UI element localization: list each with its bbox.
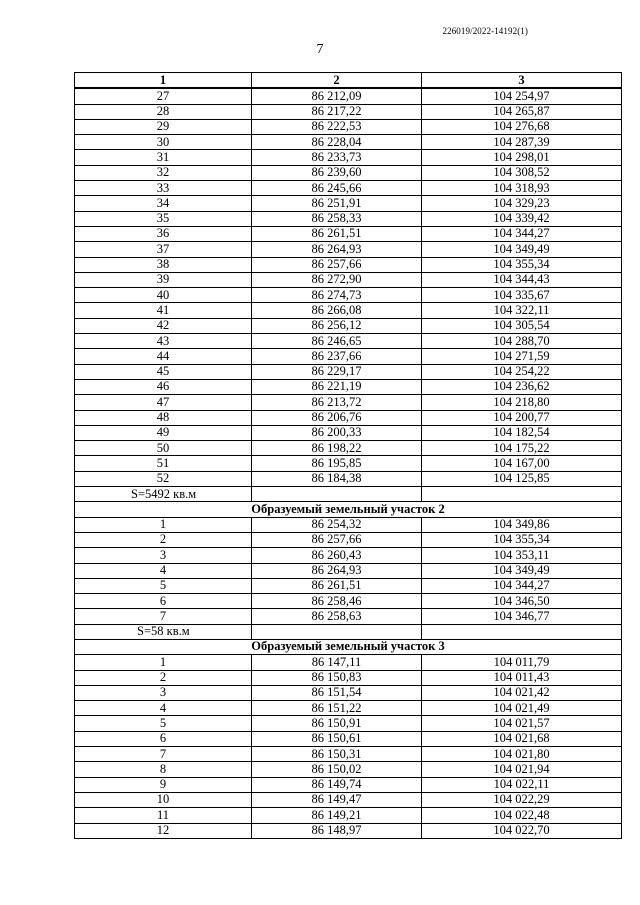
table-row xyxy=(75,165,622,180)
section-title: Образуемый земельный участок 3 xyxy=(75,639,622,654)
x-coordinate-cell: 86 261,51 xyxy=(252,578,422,593)
y-coordinate-cell: 104 022,29 xyxy=(422,792,622,807)
x-coordinate-cell: 86 264,93 xyxy=(252,563,422,578)
table-row xyxy=(75,349,622,364)
y-coordinate-cell: 104 265,87 xyxy=(422,104,622,119)
area-row xyxy=(75,624,622,639)
point-number-cell: 46 xyxy=(75,379,252,394)
table-row xyxy=(75,441,622,456)
table-row xyxy=(75,135,622,150)
y-coordinate-cell: 104 021,49 xyxy=(422,701,622,716)
x-coordinate-cell: 86 257,66 xyxy=(252,257,422,272)
point-number-cell: 7 xyxy=(75,609,252,624)
x-coordinate-cell: 86 198,22 xyxy=(252,441,422,456)
point-number-cell: 48 xyxy=(75,410,252,425)
point-number-cell: 50 xyxy=(75,441,252,456)
table-row xyxy=(75,104,622,119)
point-number-cell: 52 xyxy=(75,471,252,486)
point-number-cell: 30 xyxy=(75,135,252,150)
empty-cell xyxy=(252,487,422,502)
point-number-cell: 49 xyxy=(75,425,252,440)
point-number-cell: 6 xyxy=(75,594,252,609)
table-row xyxy=(75,379,622,394)
point-number-cell: 2 xyxy=(75,532,252,547)
y-coordinate-cell: 104 021,68 xyxy=(422,731,622,746)
y-coordinate-cell: 104 344,27 xyxy=(422,226,622,241)
section-title: Образуемый земельный участок 2 xyxy=(75,502,622,517)
point-number-cell: 6 xyxy=(75,731,252,746)
point-number-cell: 28 xyxy=(75,104,252,119)
point-number-cell: 45 xyxy=(75,364,252,379)
y-coordinate-cell: 104 346,50 xyxy=(422,594,622,609)
table-row xyxy=(75,747,622,762)
y-coordinate-cell: 104 022,11 xyxy=(422,777,622,792)
point-number-cell: 40 xyxy=(75,288,252,303)
point-number-cell: 44 xyxy=(75,349,252,364)
point-number-cell: 5 xyxy=(75,716,252,731)
point-number-cell: 29 xyxy=(75,119,252,134)
y-coordinate-cell: 104 329,23 xyxy=(422,196,622,211)
table-row xyxy=(75,272,622,287)
table-row xyxy=(75,288,622,303)
y-coordinate-cell: 104 305,54 xyxy=(422,318,622,333)
x-coordinate-cell: 86 274,73 xyxy=(252,288,422,303)
point-number-cell: 7 xyxy=(75,747,252,762)
table-row xyxy=(75,655,622,670)
y-coordinate-cell: 104 011,43 xyxy=(422,670,622,685)
x-coordinate-cell: 86 213,72 xyxy=(252,395,422,410)
x-coordinate-cell: 86 229,17 xyxy=(252,364,422,379)
point-number-cell: 11 xyxy=(75,808,252,823)
table-row xyxy=(75,731,622,746)
column-header-y: 3 xyxy=(422,73,622,89)
area-value: S=5492 кв.м xyxy=(75,487,252,502)
table-row xyxy=(75,395,622,410)
point-number-cell: 39 xyxy=(75,272,252,287)
x-coordinate-cell: 86 149,74 xyxy=(252,777,422,792)
table-row xyxy=(75,196,622,211)
table-row xyxy=(75,181,622,196)
x-coordinate-cell: 86 256,12 xyxy=(252,318,422,333)
table-row xyxy=(75,563,622,578)
y-coordinate-cell: 104 021,42 xyxy=(422,685,622,700)
table-row xyxy=(75,762,622,777)
x-coordinate-cell: 86 258,46 xyxy=(252,594,422,609)
table-row xyxy=(75,119,622,134)
y-coordinate-cell: 104 236,62 xyxy=(422,379,622,394)
point-number-cell: 35 xyxy=(75,211,252,226)
x-coordinate-cell: 86 217,22 xyxy=(252,104,422,119)
page-number: 7 xyxy=(316,42,324,57)
y-coordinate-cell: 104 355,34 xyxy=(422,532,622,547)
x-coordinate-cell: 86 239,60 xyxy=(252,165,422,180)
x-coordinate-cell: 86 233,73 xyxy=(252,150,422,165)
y-coordinate-cell: 104 254,97 xyxy=(422,88,622,104)
empty-cell xyxy=(422,624,622,639)
y-coordinate-cell: 104 349,49 xyxy=(422,242,622,257)
y-coordinate-cell: 104 335,67 xyxy=(422,288,622,303)
point-number-cell: 4 xyxy=(75,563,252,578)
table-body xyxy=(75,88,622,838)
y-coordinate-cell: 104 339,42 xyxy=(422,211,622,226)
x-coordinate-cell: 86 260,43 xyxy=(252,548,422,563)
x-coordinate-cell: 86 272,90 xyxy=(252,272,422,287)
table-row xyxy=(75,226,622,241)
area-value: S=58 кв.м xyxy=(75,624,252,639)
x-coordinate-cell: 86 147,11 xyxy=(252,655,422,670)
y-coordinate-cell: 104 218,80 xyxy=(422,395,622,410)
table-row xyxy=(75,823,622,838)
y-coordinate-cell: 104 254,22 xyxy=(422,364,622,379)
point-number-cell: 1 xyxy=(75,517,252,532)
table-row xyxy=(75,594,622,609)
x-coordinate-cell: 86 150,91 xyxy=(252,716,422,731)
point-number-cell: 10 xyxy=(75,792,252,807)
document-id: 226019/2022-14192(1) xyxy=(442,26,528,36)
point-number-cell: 5 xyxy=(75,578,252,593)
table-row xyxy=(75,548,622,563)
point-number-cell: 37 xyxy=(75,242,252,257)
table-row xyxy=(75,211,622,226)
table-row xyxy=(75,777,622,792)
y-coordinate-cell: 104 298,01 xyxy=(422,150,622,165)
x-coordinate-cell: 86 151,54 xyxy=(252,685,422,700)
x-coordinate-cell: 86 261,51 xyxy=(252,226,422,241)
point-number-cell: 47 xyxy=(75,395,252,410)
point-number-cell: 42 xyxy=(75,318,252,333)
x-coordinate-cell: 86 212,09 xyxy=(252,88,422,104)
x-coordinate-cell: 86 148,97 xyxy=(252,823,422,838)
x-coordinate-cell: 86 264,93 xyxy=(252,242,422,257)
point-number-cell: 27 xyxy=(75,88,252,104)
x-coordinate-cell: 86 257,66 xyxy=(252,532,422,547)
empty-cell xyxy=(422,487,622,502)
x-coordinate-cell: 86 200,33 xyxy=(252,425,422,440)
x-coordinate-cell: 86 266,08 xyxy=(252,303,422,318)
y-coordinate-cell: 104 322,11 xyxy=(422,303,622,318)
table-row xyxy=(75,150,622,165)
x-coordinate-cell: 86 221,19 xyxy=(252,379,422,394)
x-coordinate-cell: 86 150,31 xyxy=(252,747,422,762)
x-coordinate-cell: 86 150,83 xyxy=(252,670,422,685)
y-coordinate-cell: 104 308,52 xyxy=(422,165,622,180)
y-coordinate-cell: 104 276,68 xyxy=(422,119,622,134)
x-coordinate-cell: 86 149,47 xyxy=(252,792,422,807)
y-coordinate-cell: 104 349,86 xyxy=(422,517,622,532)
table-row xyxy=(75,517,622,532)
point-number-cell: 36 xyxy=(75,226,252,241)
point-number-cell: 51 xyxy=(75,456,252,471)
y-coordinate-cell: 104 346,77 xyxy=(422,609,622,624)
y-coordinate-cell: 104 288,70 xyxy=(422,334,622,349)
table-row xyxy=(75,456,622,471)
point-number-cell: 34 xyxy=(75,196,252,211)
point-number-cell: 33 xyxy=(75,181,252,196)
x-coordinate-cell: 86 222,53 xyxy=(252,119,422,134)
table-row xyxy=(75,257,622,272)
y-coordinate-cell: 104 182,54 xyxy=(422,425,622,440)
y-coordinate-cell: 104 021,80 xyxy=(422,747,622,762)
point-number-cell: 41 xyxy=(75,303,252,318)
point-number-cell: 31 xyxy=(75,150,252,165)
table-row xyxy=(75,242,622,257)
coordinates-table xyxy=(74,72,622,839)
y-coordinate-cell: 104 353,11 xyxy=(422,548,622,563)
area-row xyxy=(75,487,622,502)
table-row xyxy=(75,609,622,624)
column-header-x: 2 xyxy=(252,73,422,89)
table-row xyxy=(75,334,622,349)
table-row xyxy=(75,578,622,593)
x-coordinate-cell: 86 254,32 xyxy=(252,517,422,532)
y-coordinate-cell: 104 344,43 xyxy=(422,272,622,287)
x-coordinate-cell: 86 237,66 xyxy=(252,349,422,364)
point-number-cell: 32 xyxy=(75,165,252,180)
point-number-cell: 9 xyxy=(75,777,252,792)
y-coordinate-cell: 104 349,49 xyxy=(422,563,622,578)
x-coordinate-cell: 86 228,04 xyxy=(252,135,422,150)
y-coordinate-cell: 104 200,77 xyxy=(422,410,622,425)
y-coordinate-cell: 104 022,48 xyxy=(422,808,622,823)
table-row xyxy=(75,425,622,440)
table-row xyxy=(75,532,622,547)
table-row xyxy=(75,471,622,486)
y-coordinate-cell: 104 318,93 xyxy=(422,181,622,196)
table-row xyxy=(75,410,622,425)
empty-cell xyxy=(252,624,422,639)
point-number-cell: 38 xyxy=(75,257,252,272)
point-number-cell: 4 xyxy=(75,701,252,716)
table-row xyxy=(75,701,622,716)
point-number-cell: 3 xyxy=(75,548,252,563)
section-title-row xyxy=(75,639,622,654)
point-number-cell: 43 xyxy=(75,334,252,349)
x-coordinate-cell: 86 150,02 xyxy=(252,762,422,777)
x-coordinate-cell: 86 246,65 xyxy=(252,334,422,349)
table-row xyxy=(75,303,622,318)
point-number-cell: 2 xyxy=(75,670,252,685)
y-coordinate-cell: 104 022,70 xyxy=(422,823,622,838)
x-coordinate-cell: 86 151,22 xyxy=(252,701,422,716)
section-title-row xyxy=(75,502,622,517)
table-row xyxy=(75,685,622,700)
column-header-number: 1 xyxy=(75,73,252,89)
y-coordinate-cell: 104 021,94 xyxy=(422,762,622,777)
y-coordinate-cell: 104 287,39 xyxy=(422,135,622,150)
table-row xyxy=(75,318,622,333)
point-number-cell: 8 xyxy=(75,762,252,777)
table-row xyxy=(75,364,622,379)
x-coordinate-cell: 86 206,76 xyxy=(252,410,422,425)
y-coordinate-cell: 104 344,27 xyxy=(422,578,622,593)
table-row xyxy=(75,792,622,807)
y-coordinate-cell: 104 271,59 xyxy=(422,349,622,364)
y-coordinate-cell: 104 167,00 xyxy=(422,456,622,471)
y-coordinate-cell: 104 175,22 xyxy=(422,441,622,456)
x-coordinate-cell: 86 149,21 xyxy=(252,808,422,823)
x-coordinate-cell: 86 258,63 xyxy=(252,609,422,624)
y-coordinate-cell: 104 125,85 xyxy=(422,471,622,486)
table-row xyxy=(75,808,622,823)
x-coordinate-cell: 86 258,33 xyxy=(252,211,422,226)
x-coordinate-cell: 86 195,85 xyxy=(252,456,422,471)
point-number-cell: 12 xyxy=(75,823,252,838)
x-coordinate-cell: 86 150,61 xyxy=(252,731,422,746)
y-coordinate-cell: 104 011,79 xyxy=(422,655,622,670)
table-row xyxy=(75,670,622,685)
table-row xyxy=(75,88,622,104)
point-number-cell: 3 xyxy=(75,685,252,700)
y-coordinate-cell: 104 355,34 xyxy=(422,257,622,272)
x-coordinate-cell: 86 184,38 xyxy=(252,471,422,486)
y-coordinate-cell: 104 021,57 xyxy=(422,716,622,731)
point-number-cell: 1 xyxy=(75,655,252,670)
table-header-row xyxy=(75,73,622,89)
x-coordinate-cell: 86 245,66 xyxy=(252,181,422,196)
x-coordinate-cell: 86 251,91 xyxy=(252,196,422,211)
table-row xyxy=(75,716,622,731)
